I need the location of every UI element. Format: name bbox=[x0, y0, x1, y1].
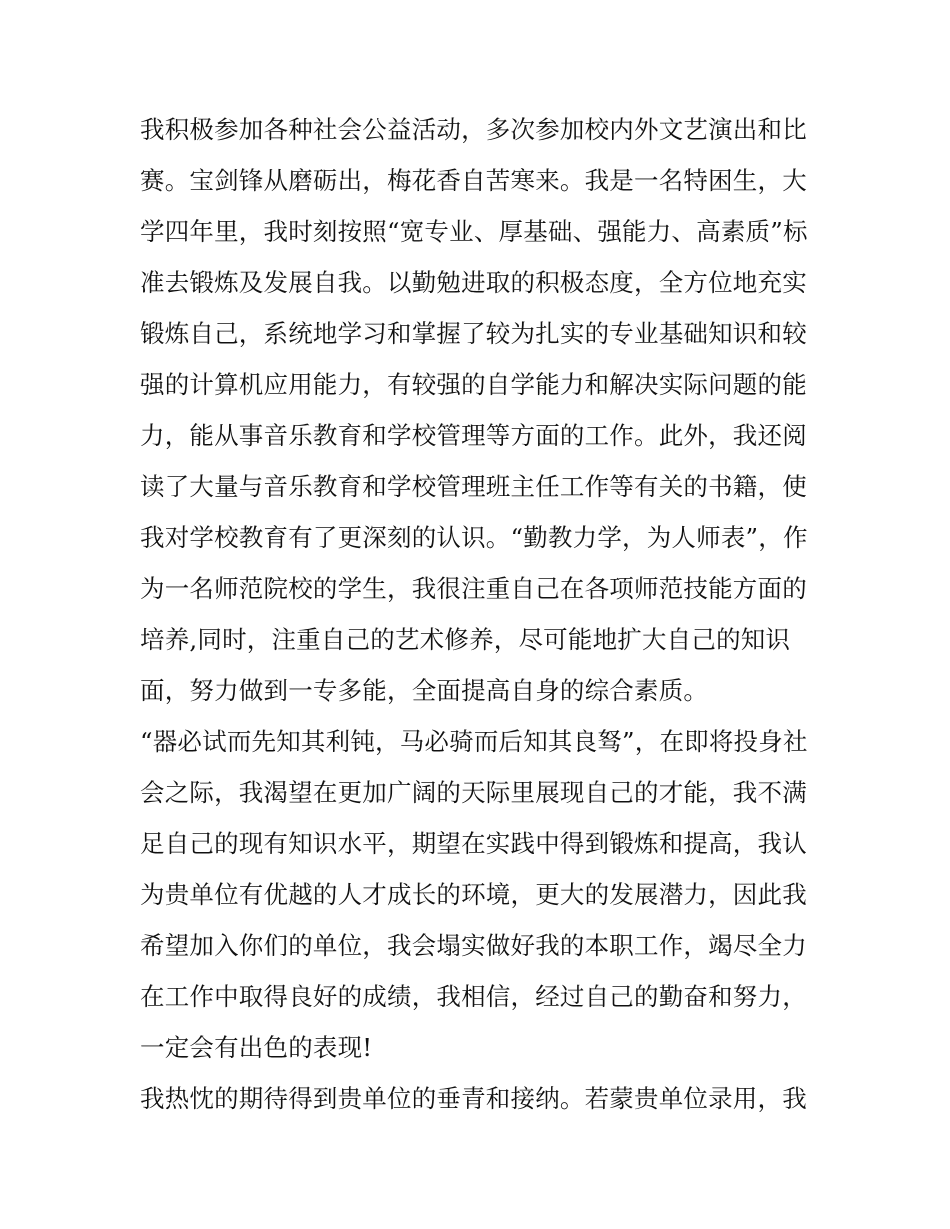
text-line-4: 准去锻炼及发展自我。以勤勉进取的积极态度，全方位地充实 bbox=[140, 268, 807, 297]
text-line-11: 培养,同时，注重自己的艺术修养，尽可能地扩大自己的知识 bbox=[140, 625, 791, 654]
text-line-1: 我积极参加各种社会公益活动，多次参加校内外文艺演出和比 bbox=[140, 115, 807, 144]
text-line-19: 一定会有出色的表现! bbox=[140, 1033, 373, 1062]
document-body bbox=[140, 104, 820, 1124]
text-line-13: “器必试而先知其利钝，马必骑而后知其良驽”，在即将投身社 bbox=[140, 727, 808, 756]
text-line-14: 会之际，我渴望在更加广阔的天际里展现自己的才能，我不满 bbox=[140, 778, 807, 807]
text-line-10: 为一名师范院校的学生，我很注重自己在各项师范技能方面的 bbox=[140, 574, 807, 603]
text-line-8: 读了大量与音乐教育和学校管理班主任工作等有关的书籍，使 bbox=[140, 472, 807, 501]
text-line-7: 力，能从事音乐教育和学校管理等方面的工作。此外，我还阅 bbox=[140, 421, 807, 450]
text-line-3: 学四年里，我时刻按照“宽专业、厚基础、强能力、高素质”标 bbox=[140, 217, 808, 246]
text-line-2: 赛。宝剑锋从磨砺出，梅花香自苦寒来。我是一名特困生，大 bbox=[140, 166, 807, 195]
text-line-6: 强的计算机应用能力，有较强的自学能力和解决实际问题的能 bbox=[140, 370, 807, 399]
text-line-9: 我对学校教育有了更深刻的认识。“勤教力学，为人师表”，作 bbox=[140, 523, 808, 552]
text-line-12: 面，努力做到一专多能，全面提高自身的综合素质。 bbox=[140, 676, 709, 705]
text-line-5: 锻炼自己，系统地学习和掌握了较为扎实的专业基础知识和较 bbox=[140, 319, 807, 348]
text-line-20: 我热忱的期待得到贵单位的垂青和接纳。若蒙贵单位录用，我 bbox=[140, 1084, 807, 1113]
text-line-18: 在工作中取得良好的成绩，我相信，经过自己的勤奋和努力， bbox=[140, 982, 807, 1011]
text-line-15: 足自己的现有知识水平，期望在实践中得到锻炼和提高，我认 bbox=[140, 829, 807, 858]
text-line-17: 希望加入你们的单位，我会塌实做好我的本职工作，竭尽全力 bbox=[140, 931, 807, 960]
text-line-16: 为贵单位有优越的人才成长的环境，更大的发展潜力，因此我 bbox=[140, 880, 807, 909]
